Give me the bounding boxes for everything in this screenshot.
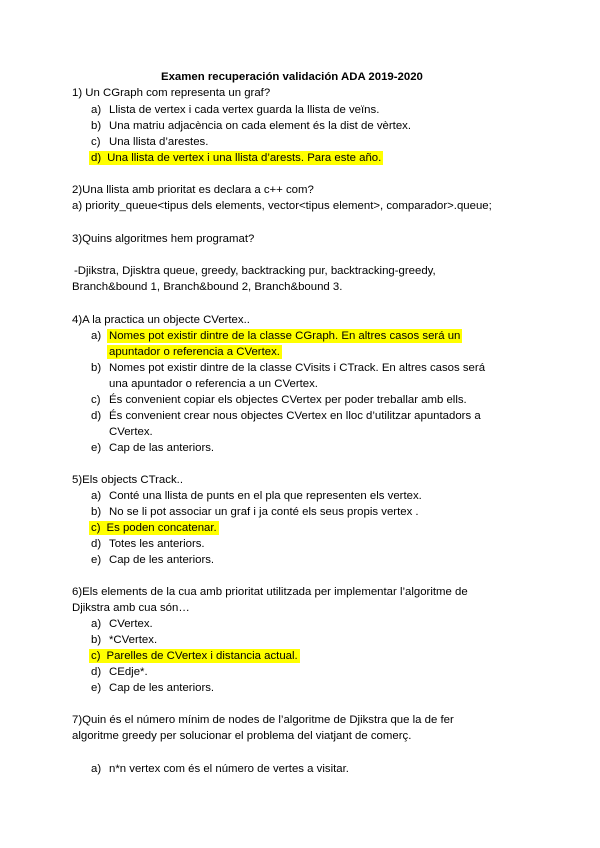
question-4: 4)A la practica un objecte CVertex.. xyxy=(72,314,250,326)
highlighted-answer xyxy=(89,151,383,165)
option-letter: a) xyxy=(91,618,102,630)
option-letter: b) xyxy=(91,634,102,646)
highlighted-answer: apuntador o referencia a CVertex. xyxy=(109,346,280,358)
option-text: n*n vertex com és el número de vertes a visitar. xyxy=(109,763,349,775)
option-letter: b) xyxy=(91,362,102,374)
option-letter: a) xyxy=(91,490,102,502)
question-6: 6)Els elements de la cua amb prioritat utilitzada per implementar l’algoritme de xyxy=(72,586,468,598)
option-text: CEdje*. xyxy=(109,666,148,678)
option-letter: a) xyxy=(91,330,102,342)
question-3: 3)Quins algoritmes hem programat? xyxy=(72,233,255,245)
option-text: una apuntador o referencia a un CVertex. xyxy=(109,378,318,390)
option-text: CVertex. xyxy=(109,618,153,630)
option-letter: a) xyxy=(91,763,102,775)
option-text: Nomes pot existir dintre de la classe CVisits i CTrack. En altres casos será xyxy=(109,362,486,374)
option-letter: c) xyxy=(91,522,101,534)
option-letter: d) xyxy=(91,666,102,678)
question-5: 5)Els objects CTrack.. xyxy=(72,474,183,486)
option-letter: a) xyxy=(91,104,102,116)
option-letter: c) xyxy=(91,650,101,662)
option-text: Una llista d’arestes. xyxy=(109,136,209,148)
question-6: Djikstra amb cua són… xyxy=(72,602,190,614)
option-text: És convenient crear nous objectes CVertex en lloc d’utilitzar apuntadors a xyxy=(109,410,481,422)
option-letter: d) xyxy=(91,410,102,422)
document-title: Examen recuperación validación ADA 2019-2020 xyxy=(161,71,423,83)
option-letter: c) xyxy=(91,394,101,406)
option-text: Una matriu adjacència on cada element és la dist de vèrtex. xyxy=(109,120,412,132)
highlighted-answer xyxy=(89,521,219,535)
option-letter: e) xyxy=(91,442,102,454)
option-letter: e) xyxy=(91,682,102,694)
option-letter: b) xyxy=(91,120,102,132)
option-text: És convenient copiar els objectes CVertex per poder treballar amb ells. xyxy=(109,394,467,406)
question-2: 2)Una llista amb prioritat es declara a c++ com? xyxy=(72,184,314,196)
option-text: Es poden concatenar. xyxy=(106,522,217,534)
option-text: Cap de les anteriors. xyxy=(109,554,215,566)
answer-text: Branch&bound 1, Branch&bound 2, Branch&bound 3. xyxy=(72,281,343,293)
answer-text: a) priority_queue<tipus dels elements, vector<tipus element>, comparador>.queue; xyxy=(72,200,492,212)
option-text: Una llista de vertex i una llista d’arests. Para este año. xyxy=(107,152,382,164)
option-letter: d) xyxy=(91,152,102,164)
question-7: algoritme greedy per solucionar el problema del viatjant de comerç. xyxy=(72,730,412,742)
option-text: Llista de vertex i cada vertex guarda la llista de veïns. xyxy=(109,104,380,116)
option-letter: e) xyxy=(91,554,102,566)
option-letter: c) xyxy=(91,136,101,148)
option-text: CVertex. xyxy=(109,426,153,438)
option-text: Totes les anteriors. xyxy=(109,538,205,550)
question-1: 1) Un CGraph com representa un graf? xyxy=(72,87,271,99)
option-text: *CVertex. xyxy=(109,634,158,646)
option-letter: b) xyxy=(91,506,102,518)
option-text: Cap de les anteriors. xyxy=(109,682,215,694)
answer-text: -Djikstra, Djisktra queue, greedy, backtracking pur, backtracking-greedy, xyxy=(74,265,436,277)
question-7: 7)Quin és el número mínim de nodes de l’algoritme de Djikstra que la de fer xyxy=(72,714,454,726)
highlighted-answer: Nomes pot existir dintre de la classe CGraph. En altres casos será un xyxy=(109,330,461,342)
option-text: No se li pot associar un graf i ja conté els seus propis vertex . xyxy=(109,506,419,518)
option-text: Cap de las anteriors. xyxy=(109,442,215,454)
option-text: Conté una llista de punts en el pla que representen els vertex. xyxy=(109,490,422,502)
option-text: Parelles de CVertex i distancia actual. xyxy=(106,650,298,662)
option-letter: d) xyxy=(91,538,102,550)
highlighted-answer xyxy=(89,649,300,663)
